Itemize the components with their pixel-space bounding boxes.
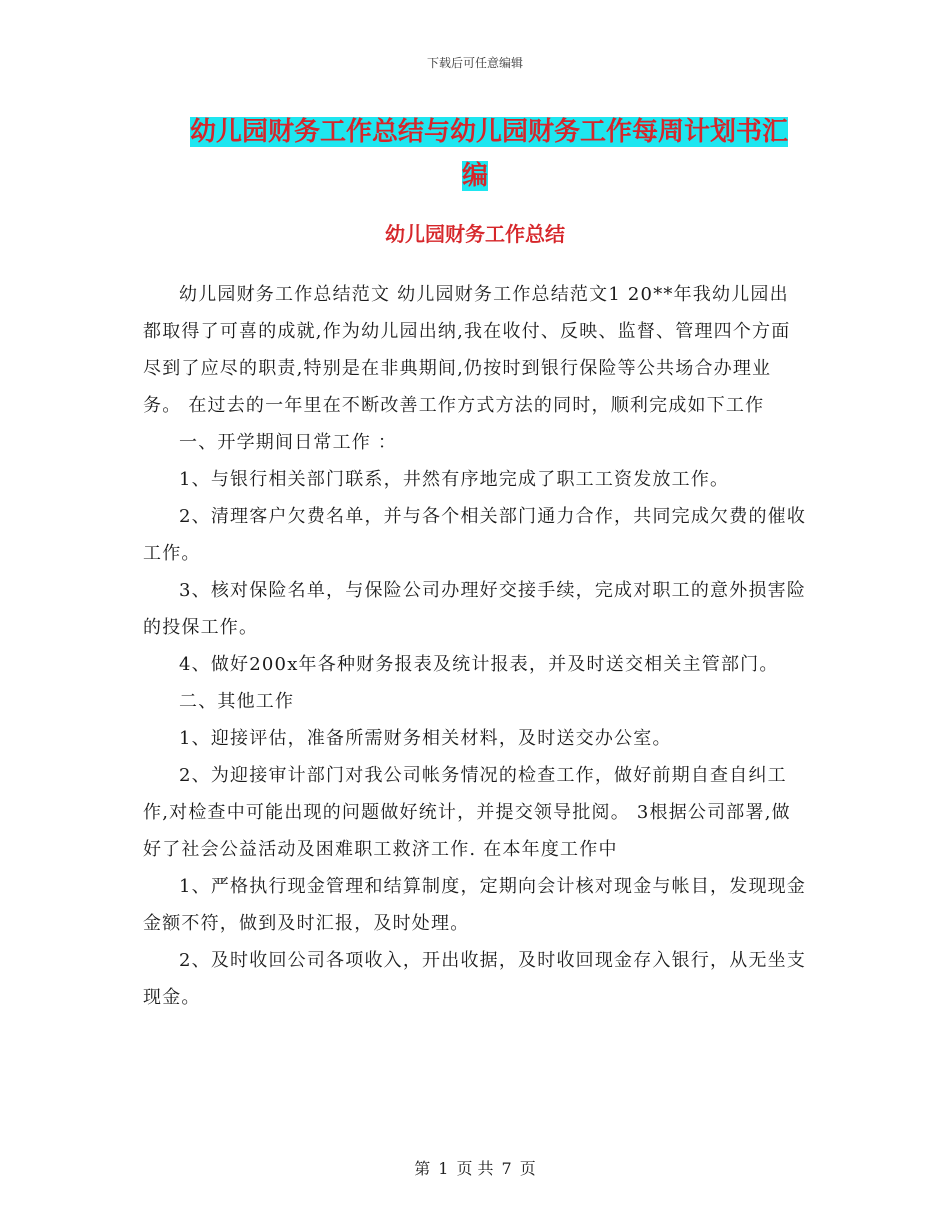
- footer-prefix: 第: [414, 1159, 431, 1178]
- paragraph: 二、其他工作: [179, 691, 295, 712]
- footer-middle: 页 共: [456, 1159, 494, 1178]
- title-line-2: 编: [462, 161, 489, 191]
- paragraph: 一、开学期间日常工作 ：: [179, 432, 398, 453]
- paragraph: 2、清理客户欠费名单，并与各个相关部门通力合作，共同完成欠费的催收工作。: [143, 506, 807, 564]
- title-line-1: 幼儿园财务工作总结与幼儿园财务工作每周计划书汇: [190, 117, 789, 147]
- paragraph: 2、为迎接审计部门对我公司帐务情况的检查工作，做好前期自查自纠工作,对检查中可能出现的问题做好统计，并提交领导批阅。 3根据公司部署,做好了社会公益活动及困难职工救济工作. 在本年度工作中: [143, 765, 791, 860]
- header-note: 下载后可任意编辑: [426, 56, 523, 70]
- section-heading: 幼儿园财务工作总结: [385, 222, 565, 246]
- footer-total-pages: 7: [501, 1159, 512, 1178]
- footer-suffix: 页: [519, 1159, 536, 1178]
- paragraph: 4、做好200x年各种财务报表及统计报表，并及时送交相关主管部门。: [179, 654, 779, 675]
- paragraph: 1、与银行相关部门联系，井然有序地完成了职工工资发放工作。: [179, 469, 730, 490]
- paragraph: 1、迎接评估，准备所需财务相关材料，及时送交办公室。: [179, 728, 672, 749]
- paragraph: 2、及时收回公司各项收入，开出收据，及时收回现金存入银行，从无坐支现金。: [143, 950, 807, 1008]
- paragraph: 1、严格执行现金管理和结算制度，定期向会计核对现金与帐目，发现现金金额不符，做到及时汇报，及时处理。: [143, 876, 807, 934]
- paragraph: 幼儿园财务工作总结范文 幼儿园财务工作总结范文1 20**年我幼儿园出都取得了可喜的成就,作为幼儿园出纳,我在收付、反映、监督、管理四个方面尽到了应尽的职责,特别是在非典期间,仍按时到银行保险等公共场合办理业务。 在过去的一年里在不断改善工作方式方法的同时，顺利完成如下工作: [143, 284, 791, 416]
- page-footer: [0, 1156, 950, 1179]
- document-body: [143, 276, 807, 1016]
- footer-page-number: 1: [438, 1159, 449, 1178]
- paragraph: 3、核对保险名单，与保险公司办理好交接手续，完成对职工的意外损害险的投保工作。: [143, 580, 807, 638]
- document-title: [190, 110, 810, 198]
